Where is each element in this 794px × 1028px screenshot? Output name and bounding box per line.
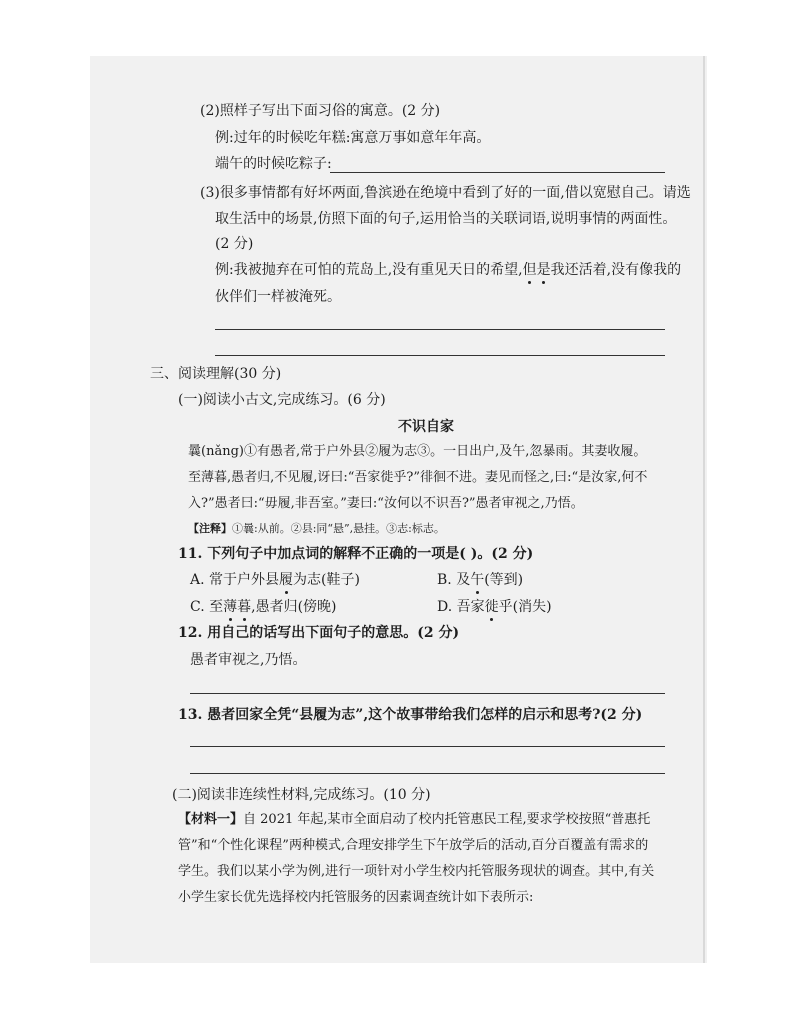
q11-c-dotted-2: 暮 <box>237 599 252 615</box>
note-text: ①曩:从前。②县:同“悬”,悬挂。③志:标志。 <box>232 522 445 535</box>
q12-answer-line[interactable] <box>190 693 665 694</box>
material-text-1: 自 2021 年起,某市全面启动了校内托管惠民工程,要求学校按照“普惠托 <box>243 812 651 827</box>
q11-a-gloss: 为志(鞋子) <box>293 572 360 588</box>
q11-prompt: 11. 下列句子中加点词的解释不正确的一项是( )。(2 分) <box>178 546 534 562</box>
q3-example-line2: 伙伴们一样被淹死。 <box>215 289 341 305</box>
q3-answer-line-2[interactable] <box>215 355 665 356</box>
q11-option-c[interactable] <box>190 597 337 617</box>
story-line-1: 曩(nǎng)①有愚者,常于户外县②履为志③。一日出户,及午,忽暴雨。其妻收履。 <box>188 444 647 459</box>
material-label: 【材料一】 <box>178 812 244 827</box>
material-line-2: 管”和“个性化课程”两种模式,合理安排学生下午放学后的活动,百分百覆盖有需求的 <box>178 838 649 853</box>
story-notes <box>188 519 445 539</box>
q3-dotted-char-1: 但 <box>522 262 537 278</box>
q11-a-dotted: 履 <box>279 572 294 588</box>
section3-heading: 三、阅读理解(30 分) <box>150 366 282 382</box>
q11-d-gloss: 乎(消失) <box>498 599 552 615</box>
story-line-3: 入?”愚者曰:“毋履,非吾室。”妻曰:“汝何以不识吾?”愚者审视之,乃悟。 <box>188 496 584 511</box>
q2-prompt: (2)照样子写出下面习俗的寓意。(2 分) <box>200 103 441 119</box>
q3-score: (2 分) <box>215 236 254 252</box>
material-line-1 <box>178 810 650 830</box>
q13-answer-line-2[interactable] <box>190 773 665 774</box>
q11-b-gloss: (等到) <box>484 572 524 588</box>
q3-line1: (3)很多事情都有好坏两面,鲁滨逊在绝境中看到了好的一面,借以宽慰自己。请选 <box>200 185 691 201</box>
q11-b-dotted: 午 <box>470 572 485 588</box>
q3-answer-line-1[interactable] <box>215 329 665 330</box>
q11-d-dotted: 徙 <box>484 599 499 615</box>
q12-sentence: 愚者审视之,乃悟。 <box>190 652 307 668</box>
q13-answer-line-1[interactable] <box>190 746 665 747</box>
q11-c-gloss: ,愚者归(傍晚) <box>251 599 337 615</box>
q3-example-part-b: 我还活着,没有像我的 <box>550 262 682 278</box>
part1-intro: (一)阅读小古文,完成练习。(6 分) <box>178 392 386 408</box>
story-title: 不识自家 <box>398 419 454 435</box>
q2-example: 例:过年的时候吃年糕:寓意万事如意年年高。 <box>215 130 491 146</box>
q2-question: 端午的时候吃粽子: <box>215 156 332 172</box>
q13-prompt: 13. 愚者回家全凭“县履为志”,这个故事带给我们怎样的启示和思考?(2 分) <box>178 707 643 723</box>
paper-edge <box>703 56 705 963</box>
material-line-3: 学生。我们以某小学为例,进行一项针对小学生校内托管服务现状的调查。其中,有关 <box>178 864 655 879</box>
q3-example-part-a: 例:我被抛弃在可怕的荒岛上,没有重见天日的希望, <box>215 262 523 278</box>
story-line-2: 至薄暮,愚者归,不见履,讶曰:“吾家徙乎?”徘徊不进。妻见而怪之,曰:“是汝家,何不 <box>188 470 648 485</box>
q11-option-a[interactable] <box>190 570 360 590</box>
material-line-4: 小学生家长优先选择校内托管服务的因素调查统计如下表所示: <box>178 890 534 905</box>
q11-option-d[interactable] <box>437 597 552 617</box>
q2-answer-line[interactable] <box>330 172 665 173</box>
part2-intro: (二)阅读非连续性材料,完成练习。(10 分) <box>172 787 431 803</box>
q11-c-dotted-1: 薄 <box>223 599 238 615</box>
note-label: 【注释】 <box>188 522 232 535</box>
q11-d-text: D. 吾家 <box>437 599 485 615</box>
q12-prompt: 12. 用自己的话写出下面句子的意思。(2 分) <box>178 625 460 641</box>
q11-b-text: B. 及 <box>437 572 471 588</box>
q3-example-line1 <box>215 260 681 280</box>
q11-option-b[interactable] <box>437 570 523 590</box>
q3-line2: 取生活中的场景,仿照下面的句子,运用恰当的关联词语,说明事情的两面性。 <box>215 211 677 227</box>
q11-a-text: A. 常于户外县 <box>190 572 280 588</box>
q3-dotted-char-2: 是 <box>536 262 551 278</box>
q11-c-text: C. 至 <box>190 599 224 615</box>
